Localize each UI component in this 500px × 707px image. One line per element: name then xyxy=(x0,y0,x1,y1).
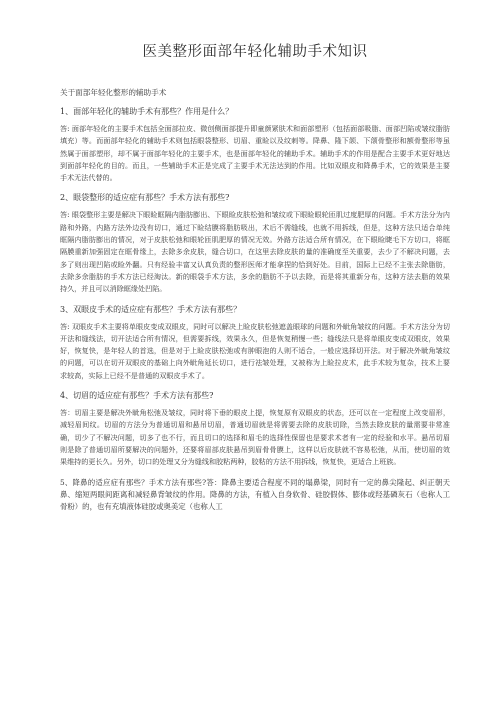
section-5 xyxy=(60,477,450,514)
section-1 xyxy=(60,106,450,184)
section-answer: 答: 双眼皮手术主要将单眼皮变成双眼皮，同时可以解决上睑皮肤松弛遮盖眼球的问题和外眦角皱纹的问题。手术方法分为切开法和缝线法，切开法适合所有情况，但需要拆线，效果永久，但是恢复稍慢一些；缝线法只是将单眼皮变成双眼皮，效果好，恢复快，是年轻人的首选，但是对于上睑皮肤松弛或有肿眼泡的人则不适合，一般应选择切开法。对于解决外眦角皱纹的问题，可以在切开双眼皮的基础上向外眦角延长切口，进行祛皱处理，又被称为上睑拉皮术，此手术较为复杂，技术上要求较高，实际上已经不是普通的双眼皮手术了。 xyxy=(60,321,450,380)
section-question: 3、双眼皮手术的适应症有那些？手术方法有那些？ xyxy=(60,304,242,314)
section-question-answer: 5、降鼻的适应症有那些？手术方法有那些?答：降鼻主要适合程度不同的塌鼻梁，同时有一定的鼻尖隆起、纠正朝天鼻、缩短两眼间距离和减轻鼻背皱纹的作用。降鼻的方法，有植入自身软骨、硅胶假体、膨体或羟基磷灰石（也称人工骨粉）的，也有充填液体硅胶或奥美定（也称人工 xyxy=(60,477,450,512)
section-4 xyxy=(60,390,450,468)
section-3 xyxy=(60,304,450,382)
document-page xyxy=(60,0,450,707)
section-question: 4、切眉的适应症有那些？手术方法有那些? xyxy=(60,391,214,401)
document-subtitle: 关于面部年轻化整形的辅助手术 xyxy=(60,88,167,97)
section-answer: 答: 眼袋整形主要是解决下眼睑眶隔内脂肪膨出、下眼睑皮肤松弛和皱纹或下眼睑眼轮匝肌过度肥厚的问题。手术方法分为内路和外路，内路方法外边没有切口，通过下睑结膜将脂肪吸出，术后不需缝线，也就不用拆线，但是，这种方法只适合单纯眶隔内脂肪膨出的情况，对于皮肤松弛和眼轮匝肌肥厚的情况无效。外路方法适合所有情况，在下眼睑睫毛下方切口，将眶隔膜重新加强固定在眶骨缘上，去除多余皮肤，缝合切口，在这里去除皮肤的量的准确度至关重要，去少了不解决问题，去多了则出现凹陷或睑外翻。只有经验丰富又认真负责的整形医师才能拿捏的恰到好处。目前，国际上已经不主张去除脂肪，去除多余脂肪的手术方法已经淘汰。新的眼袋手术方法，多余的脂肪不予以去除，而是将其重新分布，这种方法去脂的效果持久，并且可以消除眶缘处凹陷。 xyxy=(60,210,450,294)
document-title: 医美整形面部年轻化辅助手术知识 xyxy=(142,44,368,60)
section-answer: 答：切眉主要是解决外眦角松弛及皱纹，同时将下垂的眼皮上提，恢复原有双眼皮的状态，还可以在一定程度上改变眉形，减轻眉间纹。切眉的方法分为普通切眉和悬吊切眉，普通切眉就是将需要去除的皮肤切除，当然去除皮肤的量需要非常准确，切少了不解决问题，切多了也不行，而且切口的选择和眉毛的选择性保留也是要求术者有一定的经验和水平。悬吊切眉则是除了普通切眉所要解决的问题外，还要将眉部皮肤悬吊到眉骨骨膜上，这样以后皮肤就不容易松弛，从而，使切眉的效果维持的更长久。另外，切口的处理又分为缝线和胶粘两种，胶粘的方法不用拆线，恢复快，更适合上班族。 xyxy=(60,408,450,467)
section-question: 2、眼袋整形的适应症有那些？手术方法有那些? xyxy=(60,193,230,203)
section-2 xyxy=(60,192,450,295)
section-answer: 答: 面部年轻化的主要手术包括全面部拉皮、微创侧面部提升即童颜紧肤术和面部塑形（包括面部吸脂、面部凹陷或皱纹脂肪填充）等。而面部年轻化的辅助手术则包括眼袋整形、切眉、重睑以及纹刺等。降鼻、隆下颌、下颌骨整形和额骨整形等虽然属于面部塑形，却不属于面部年轻化的主要手术，也是面部年轻化的辅助手术。辅助手术的作用是配合主要手术更好地达到面部年轻化的目的。而且，一些辅助手术正是完成了主要手术无法达到的作用。比如双眼皮和降鼻手术，它的效果是主要手术无法代替的。 xyxy=(60,124,450,183)
section-question: 1、面部年轻化的辅助手术有那些？作用是什么？ xyxy=(60,107,234,116)
